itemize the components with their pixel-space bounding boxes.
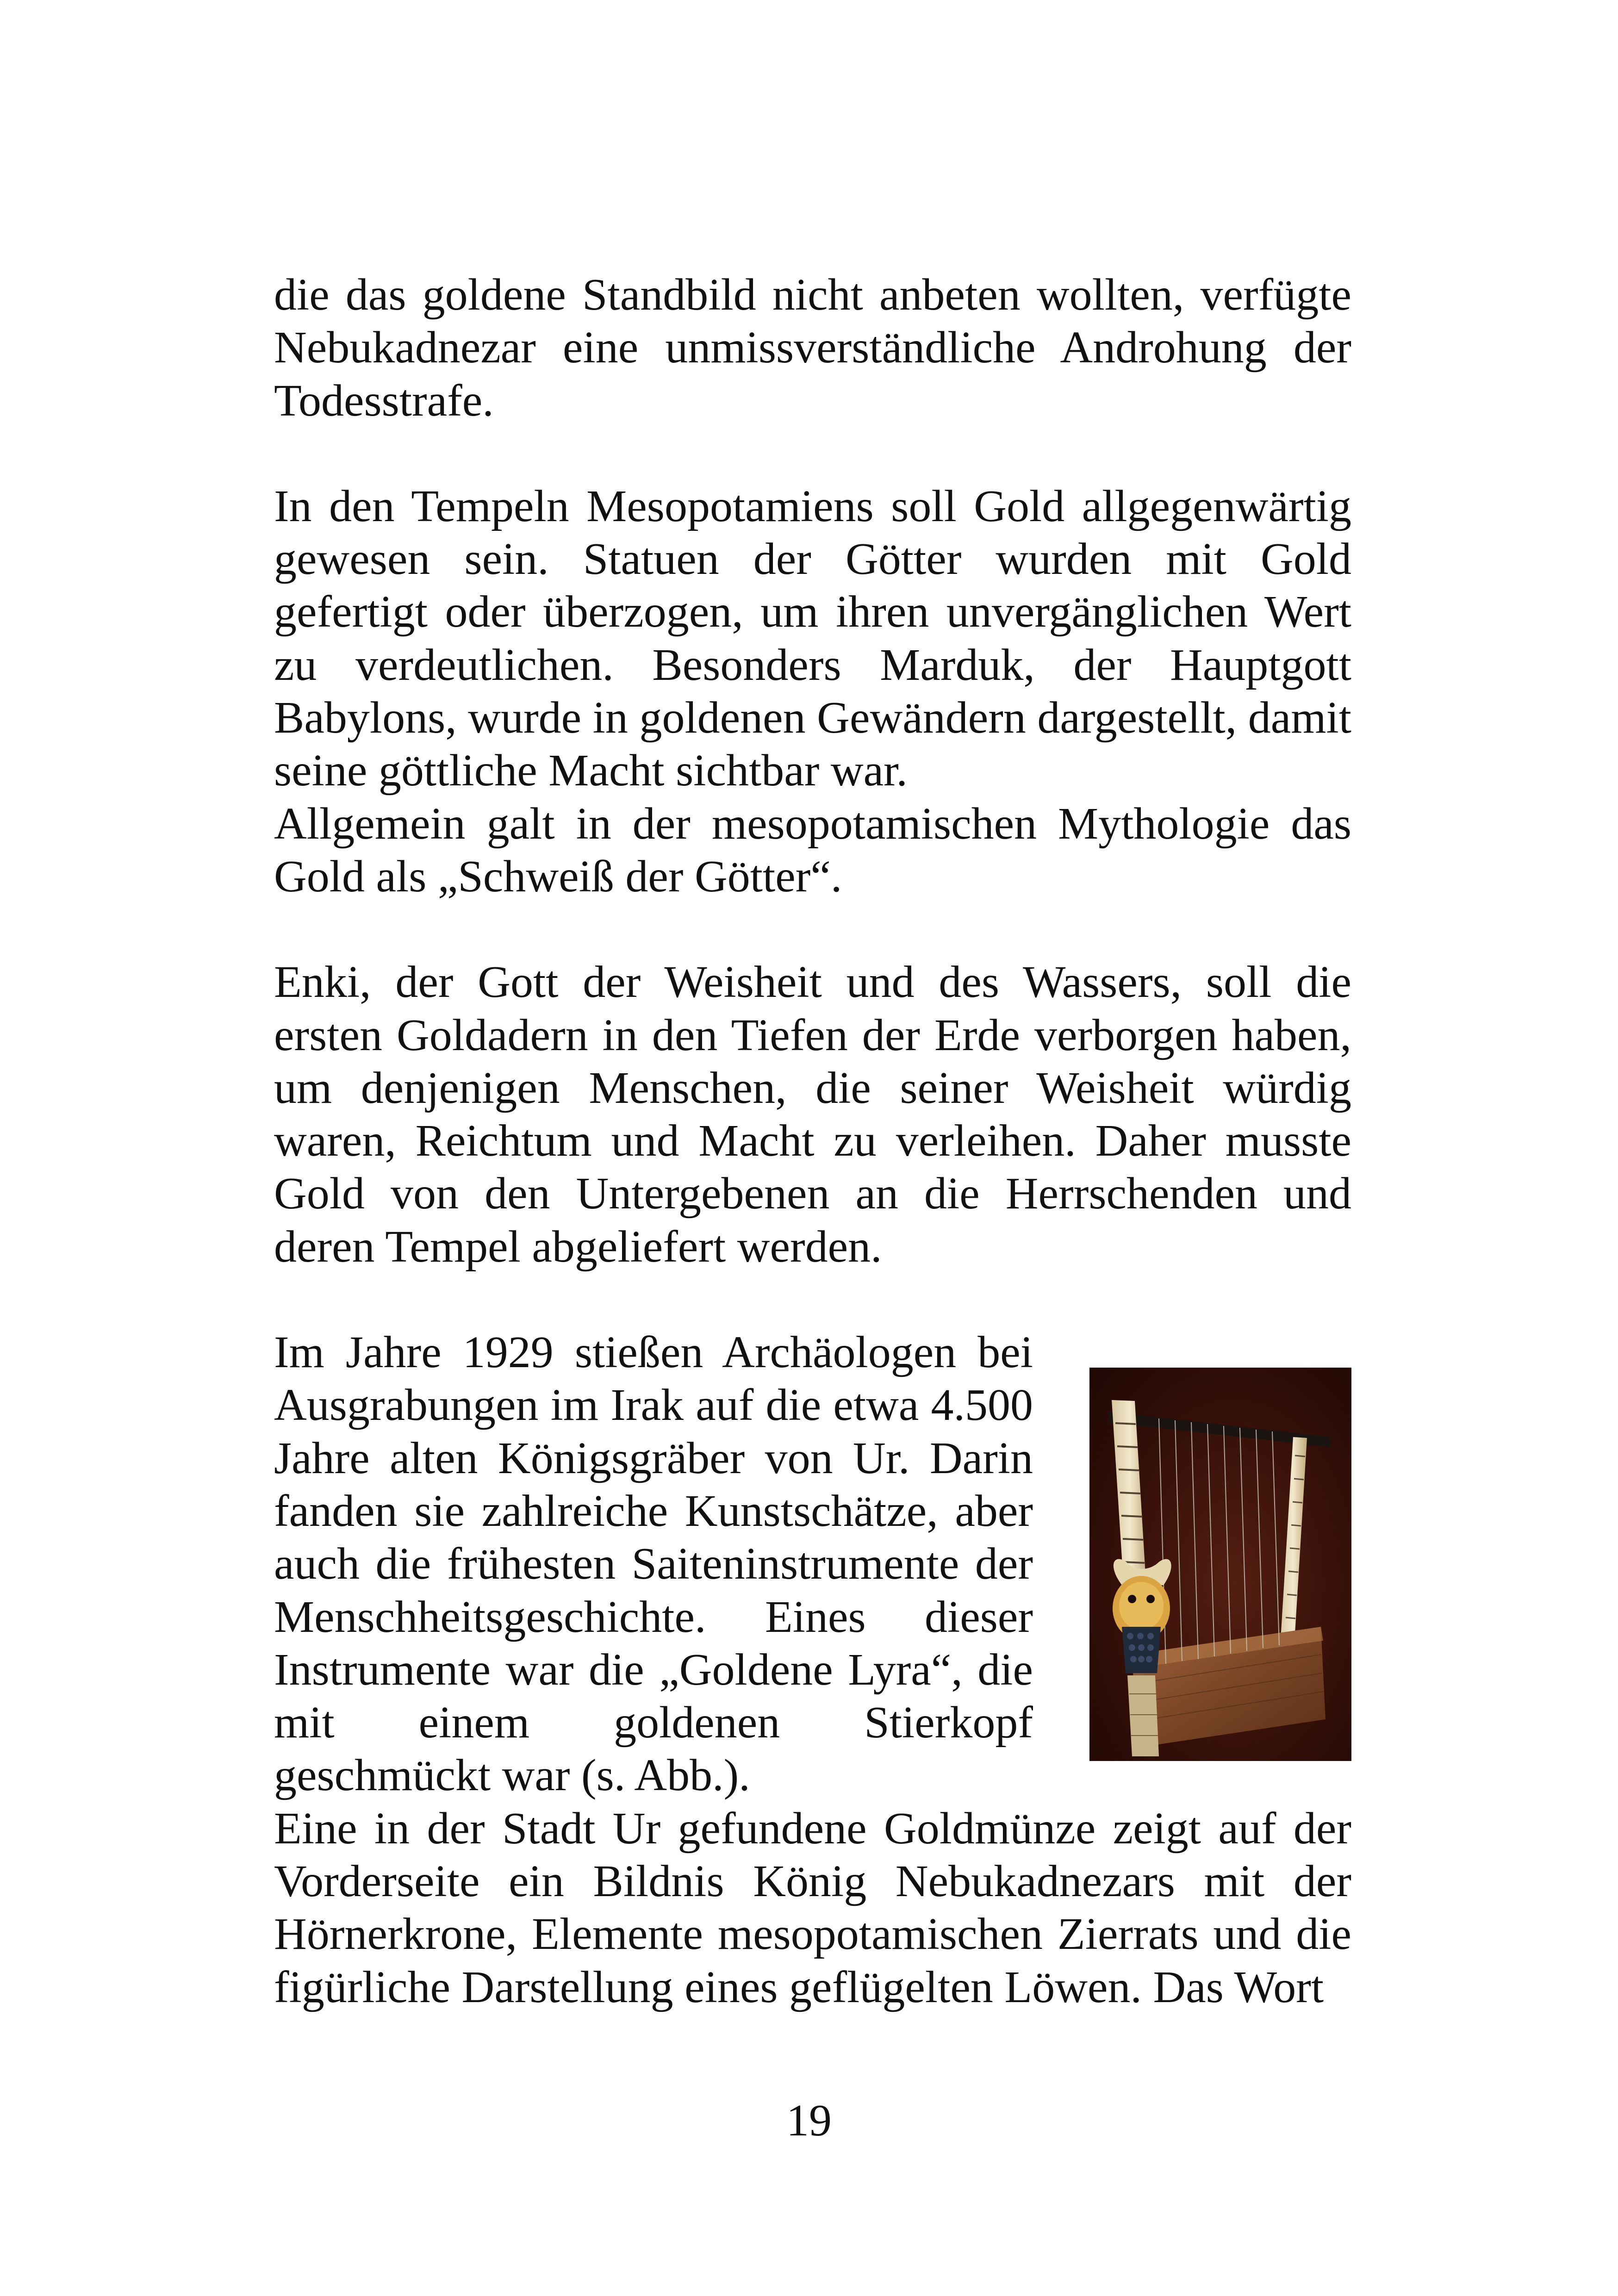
page-number: 19 <box>786 2096 832 2146</box>
golden-lyre-photo <box>1089 1368 1351 1761</box>
text-column <box>274 268 1351 2014</box>
paragraph-3: Allgemein galt in der mesopotamischen Mythologie das Gold als „Schweiß der Götter“. <box>274 798 1351 902</box>
paragraph-4: Enki, der Gott der Weisheit und des Wassers, soll die ersten Goldadern in den Tiefen der Erde verborgen haben, um denjenigen Menschen, die seiner Weisheit würdig waren, Reichtum und Macht zu verleihen. Daher musste Gold von den Untergebenen an die Herrschenden und deren Tempel abgeliefert werden. <box>274 957 1351 1272</box>
lyre-illustration <box>1089 1368 1351 1761</box>
paragraph-6: Eine in der Stadt Ur gefundene Goldmünze zeigt auf der Vorderseite ein Bildnis König Nebukadnezars mit der Hörnerkrone, Elemente mesopotamischen Zierrats und die figürliche Darstellung eines geflügelten Löwen. Das Wort <box>274 1803 1351 2012</box>
paragraph-5: Im Jahre 1929 stießen Archäologen bei Ausgrabungen im Irak auf die etwa 4.500 Jahre alten Königsgräber von Ur. Darin fanden sie zahlreiche Kunstschätze, aber auch die frühesten Saiteninstrumente der Menschheitsgeschichte. Eines dieser Instrumente war die „Goldene Lyra“, die mit einem goldenen Stierkopf geschmückt war (s. Abb.). <box>274 1327 1033 1801</box>
paragraph-2: In den Tempeln Mesopotamiens soll Gold allgegenwärtig gewesen sein. Statuen der Götter wurden mit Gold gefertigt oder überzogen, um ihren unvergänglichen Wert zu verdeutlichen. Besonders Marduk, der Hauptgott Babylons, wurde in goldenen Gewändern dargestellt, damit seine göttliche Macht sichtbar war. <box>274 481 1351 796</box>
figure-block <box>274 1326 1351 1802</box>
paragraph-1: die das goldene Standbild nicht anbeten wollten, verfügte Nebukadnezar eine unmissverständliche Androhung der Todesstrafe. <box>274 270 1351 426</box>
